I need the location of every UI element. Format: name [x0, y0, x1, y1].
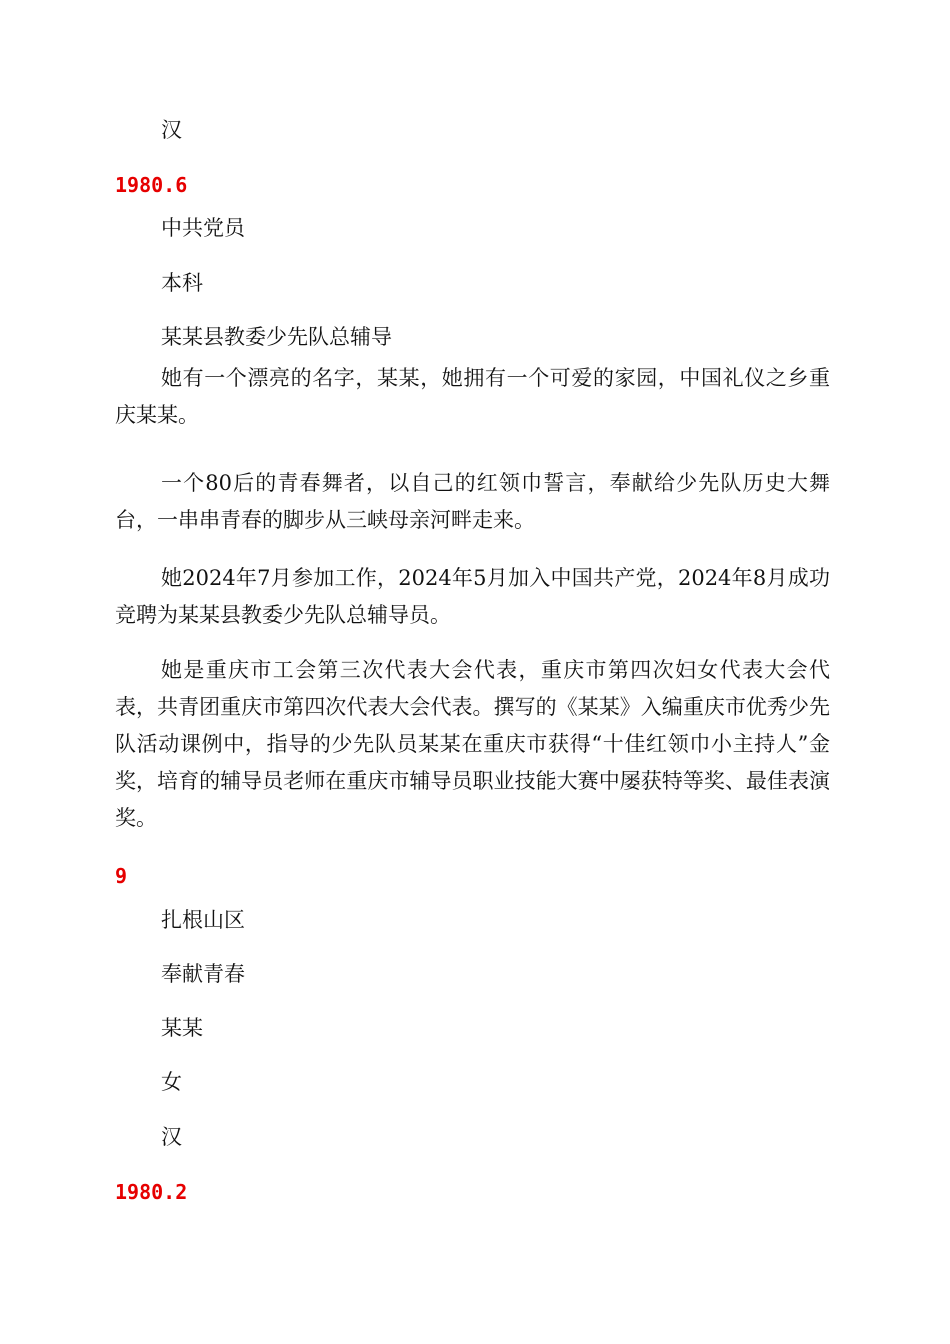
paragraph-career: 她2024年7月参加工作，2024年5月加入中国共产党，2024年8月成功竞聘为某某县教委少先队总辅导员。 [115, 566, 830, 627]
title-line-1: 扎根山区 [161, 908, 245, 932]
birth-date-red: 1980.6 [115, 173, 188, 197]
ethnicity-text: 汉 [161, 118, 182, 142]
paragraph-intro: 她有一个漂亮的名字，某某，她拥有一个可爱的家园，中国礼仪之乡重庆某某。 [115, 366, 830, 427]
political-status-text: 中共党员 [161, 216, 245, 240]
birth-date-red-2: 1980.2 [115, 1180, 188, 1204]
ethnicity-text-2: 汉 [161, 1125, 182, 1149]
gender-text: 女 [161, 1070, 182, 1094]
paragraph-dancer: 一个80后的青春舞者，以自己的红领巾誓言，奉献给少先队历史大舞台，一串串青春的脚步从三峡母亲河畔走来。 [115, 471, 830, 532]
name-text: 某某 [161, 1016, 203, 1040]
position-text: 某某县教委少先队总辅导 [161, 325, 392, 349]
title-line-2: 奉献青春 [161, 962, 245, 986]
paragraph-honors: 她是重庆市工会第三次代表大会代表，重庆市第四次妇女代表大会代表，共青团重庆市第四次代表大会代表。撰写的《某某》入编重庆市优秀少先队活动课例中，指导的少先队员某某在重庆市获得“十佳红领巾小主持人”金奖，培育的辅导员老师在重庆市辅导员职业技能大赛中屡获特等奖、最佳表演奖。 [115, 658, 830, 830]
section-number-red: 9 [115, 864, 128, 888]
education-text: 本科 [161, 271, 203, 295]
